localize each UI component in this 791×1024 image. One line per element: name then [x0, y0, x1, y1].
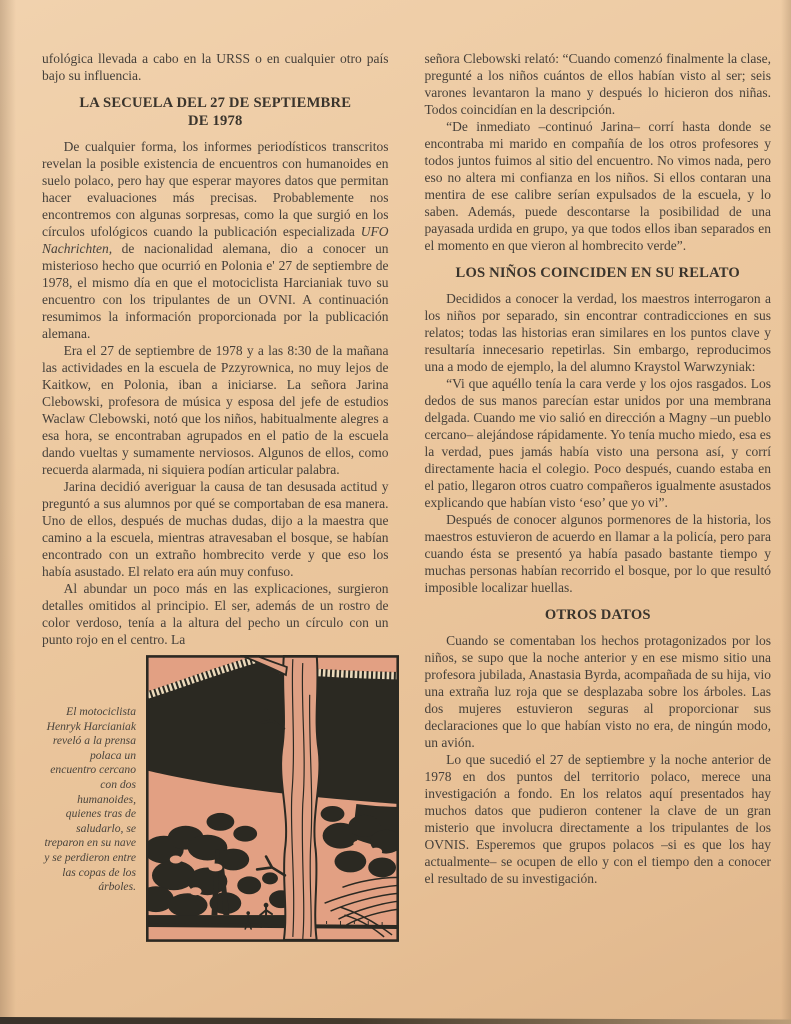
heading-line: LA SECUELA DEL 27 DE SEPTIEMBRE — [79, 95, 352, 111]
paragraph: Era el 27 de septiembre de 1978 y a las 8:30 de la mañana las actividades en la escuela de Pzzyrownica, no muy lejos de Kaitkow, en Polonia, iban a iniciarse. La señora Jarina Clebowski, profesora de música y esposa del jefe de estudios Waclaw Clebowski, notó que los niños, habitualmente alegres a esa hora, se encontraban agrupados en el patio de la escuela dando vueltas y sumamente nerviosos. Algunos de ellos, como recuerda alarmada, ni siquiera podían articular palabra. — [42, 343, 389, 477]
heading-line: DE 1978 — [187, 113, 243, 129]
paragraph-text: de nacionalidad alemana, dio a conocer un misterioso hecho que ocurrió en Polonia e' 27 de septiembre de 1978, el mismo día en que el motociclista Harcianiak tuvo su encuentro con los tripulantes de un OVNI. A continuación resumimos la información proporcionada por la publicación alemana. — [42, 241, 389, 341]
figure-block — [42, 655, 403, 942]
paragraph: Decididos a conocer la verdad, los maestros interrogaron a los niños por separado, sin encontrar contradicciones en sus relatos; todas las historias eran similares en los puntos clave y resultaría innecesario repetirlas. Sin embargo, reproducimos una a modo de ejemplo, la del alumno Kraystol Warwzyniak: — [424, 291, 771, 374]
heading-line: LOS NIÑOS COINCIDEN EN SU RELATO — [455, 265, 740, 281]
paragraph: Jarina decidió averiguar la causa de tan desusada actitud y preguntó a sus alumnos por qué se comportaban de esa manera. Uno de ellos, después de muchas dudas, dijo a la maestra que camino a la escuela, mientras atravesaban el bosque, se habían encontrado con un extraño hombrecito verde y que eso los había asustado. El relato era aún muy confuso. — [42, 479, 389, 579]
paragraph-continuation: señora Clebowski relató: “Cuando comenzó finalmente la clase, pregunté a los niños cuántos de ellos habían visto al ser; seis varones levantaron la mano y después lo hicieron dos niñas. Todos coincidían en la descripción. — [424, 51, 771, 117]
paragraph-continuation: ufológica llevada a cabo en la URSS o en cualquier otro país bajo su influencia. — [42, 51, 389, 83]
paragraph: “Vi que aquéllo tenía la cara verde y los ojos rasgados. Los dedos de sus manos parecían estar unidos por una membrana delgada. Cuando me vio salió en dirección a Magny –un pueblo cercano– alejándose rápidamente. Yo tenía mucho miedo, esa es la verdad, pues jamás había visto una persona así, y corrí directamente hacia el colegio. Poco después, cuando estaba en el patio, llegaron otros cuatro compañeros igualmente asustados explicando que habían visto ‘eso’ que yo vi”. — [424, 376, 771, 510]
section-heading-otros-datos — [425, 606, 772, 624]
right-column — [425, 50, 772, 942]
paragraph: Al abundar un poco más en las explicaciones, surgieron detalles omitidos al principio. El ser, además de un rostro de color verdoso, tenía a la altura del pecho un círculo con un punto rojo en el centro. La — [42, 581, 389, 647]
paragraph-text: De cualquier forma, los informes periodísticos transcritos revelan la posible existencia de encuentros con humanoides en suelo polaco, pero hay que esperar mayores datos que permitan hacer evaluaciones más precisas. Probablemente nos encontremos con algunas sorpresas, como la que surgió en los círculos ufológicos cuando la publicación especializada — [42, 139, 389, 239]
paragraph: Cuando se comentaban los hechos protagonizados por los niños, se supo que la noche anterior y en ese mismo sitio una profesora jubilada, Anastasia Byrda, acompañada de su hija, vio una extraña luz roja que se desplazaba sobre los árboles. Las dos mujeres estuvieron seguras al proporcionar sus declaraciones que lo que habían visto no era, de ningún modo, un avión. — [424, 633, 771, 750]
ufo-illustration — [146, 655, 399, 942]
heading-line: OTROS DATOS — [544, 607, 651, 623]
paragraph — [42, 138, 389, 342]
page-edge-shadow — [0, 1014, 791, 1024]
left-column — [42, 50, 389, 942]
section-heading-ninos — [425, 264, 772, 282]
figure-caption: El motociclista Henryk Harcianiak reveló a la prensa polaca un encuentro cercano con dos humanoides, quienes tras de saludarlo, se treparon en su nave y se perdieron entre las copas de los árboles. — [44, 705, 136, 894]
paragraph: “De inmediato –continuó Jarina– corrí hasta donde se encontraba mi marido en compañía de los otros profesores y todos juntos fuimos al sitio del encuentro. No vimos nada, pero eso no altera mi confianza en los niños. Si ellos contaran una mentira de ese calibre serían expulsados de la escuela, y lo saben. Además, puede descontarse la posibilidad de una payasada urdida en grupo, ya que todos ellos iban separados en el momento en que vieron al hombrecito verde”. — [424, 119, 771, 253]
section-heading-secuela — [42, 94, 389, 130]
publication-name: UFO Nachrichten, — [42, 224, 389, 256]
paragraph: Después de conocer algunos pormenores de la historia, los maestros estuvieron de acuerdo en llamar a la policía, pero para cuando ésta se presentó ya había pasado bastante tiempo y muchas personas habían recorrido el bosque, por lo que resultó imposible localizar huellas. — [424, 512, 771, 595]
paragraph: Lo que sucedió el 27 de septiembre y la noche anterior de 1978 en dos puntos del territorio polaco, merece una investigación a fondo. En los relatos aquí presentados hay muchos datos que pudieron contener la clave de un gran misterio que involucra directamente a los tripulantes de los OVNIS. Esperemos que grupos polacos –si es que los hay actualmente– se ocupen de ello y con el tiempo den a conocer el resultado de su investigación. — [424, 752, 771, 886]
